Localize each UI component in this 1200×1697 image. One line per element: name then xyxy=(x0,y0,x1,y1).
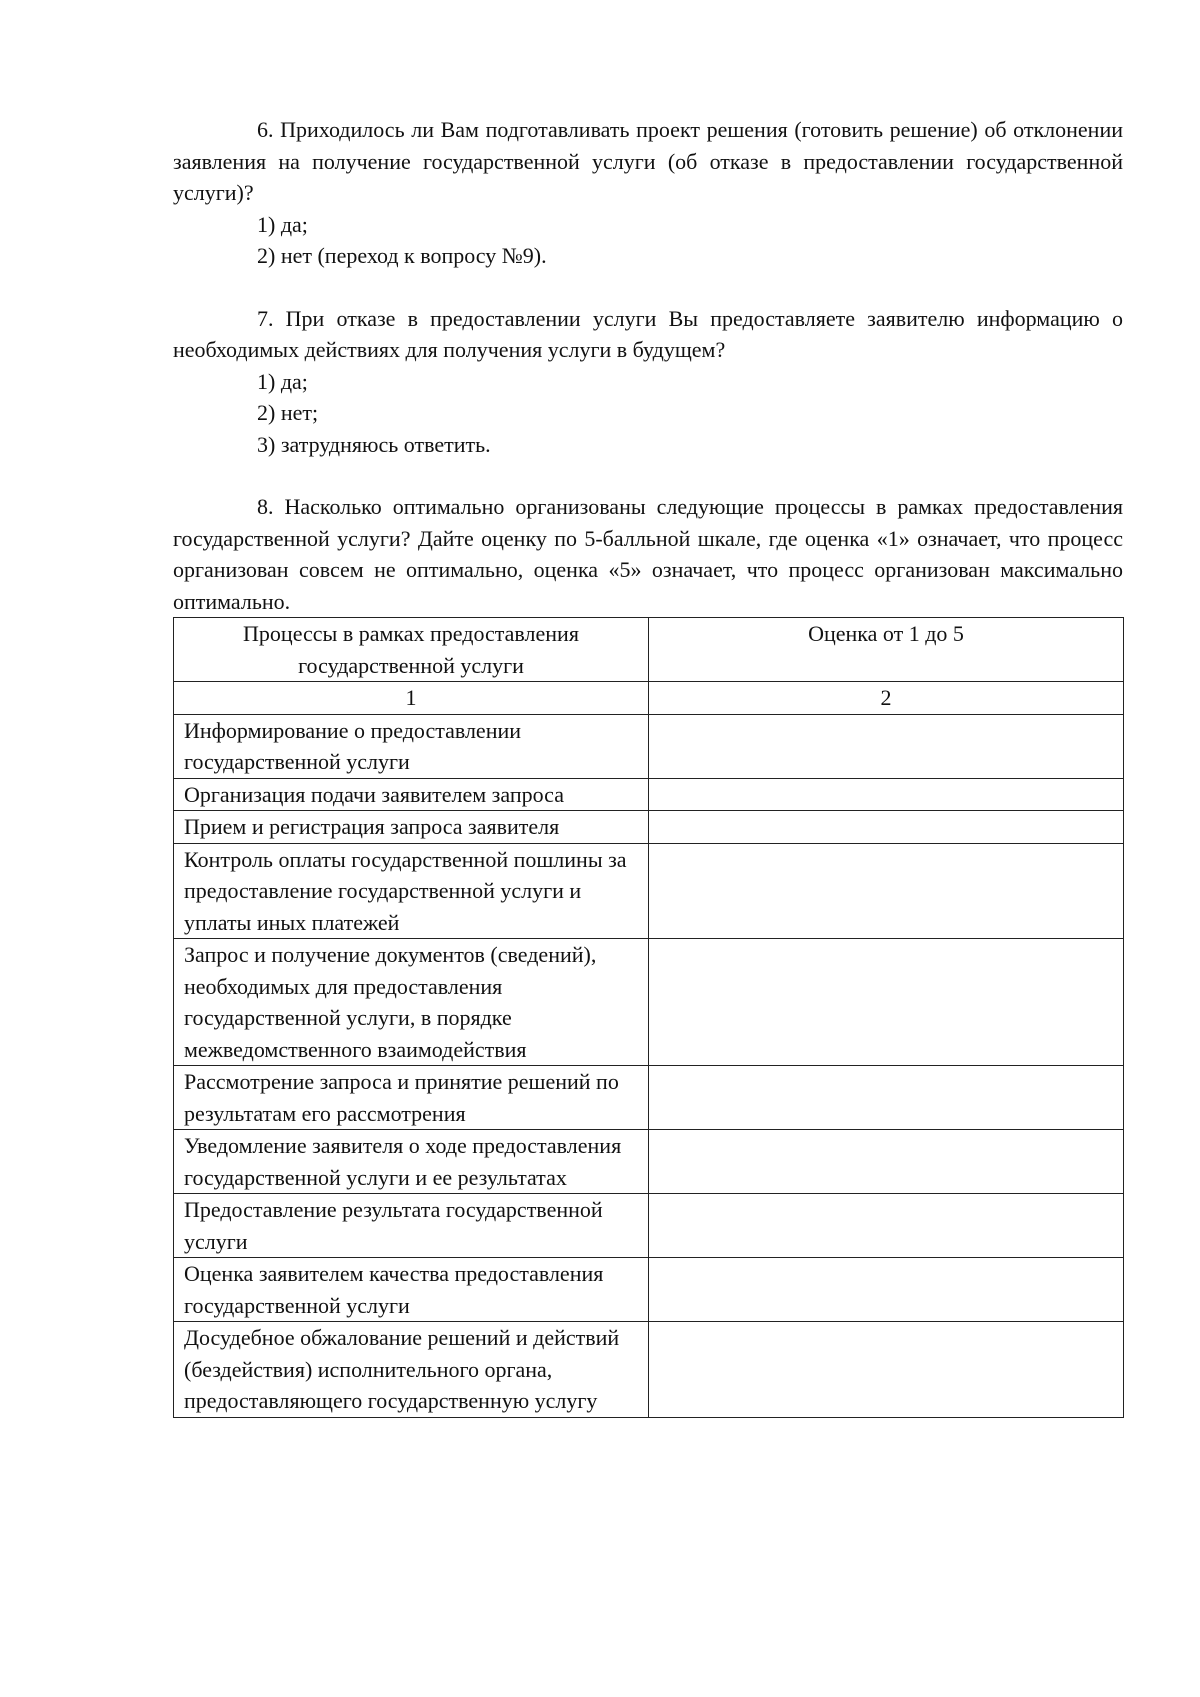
score-cell[interactable] xyxy=(649,1322,1124,1418)
table-header-row xyxy=(174,618,1124,682)
score-cell[interactable] xyxy=(649,1258,1124,1322)
process-cell: Досудебное обжалование решений и действий (бездействия) исполнительного органа, предоставляющего государственную услугу xyxy=(174,1322,649,1418)
process-cell: Уведомление заявителя о ходе предоставления государственной услуги и ее результатах xyxy=(174,1130,649,1194)
process-cell: Рассмотрение запроса и принятие решений по результатам его рассмотрения xyxy=(174,1066,649,1130)
process-cell: Организация подачи заявителем запроса xyxy=(174,778,649,811)
table-row xyxy=(174,843,1124,939)
question-6-option-1: 1) да; xyxy=(257,211,308,237)
process-cell: Оценка заявителем качества предоставления государственной услуги xyxy=(174,1258,649,1322)
question-6-text: 6. Приходилось ли Вам подготавливать проект решения (готовить решение) об отклонении заявления на получение государственной услуги (об отказе в предоставлении государственной услуги)? xyxy=(173,117,1123,205)
table-row xyxy=(174,778,1124,811)
spacer xyxy=(173,272,1123,303)
score-cell[interactable] xyxy=(649,714,1124,778)
question-7-option-3: 3) затрудняюсь ответить. xyxy=(257,431,491,457)
column-number-2: 2 xyxy=(649,682,1124,715)
table-row xyxy=(174,939,1124,1066)
column-number-1: 1 xyxy=(174,682,649,715)
table-row xyxy=(174,1194,1124,1258)
header-score: Оценка от 1 до 5 xyxy=(649,618,1124,682)
process-cell: Контроль оплаты государственной пошлины за предоставление государственной услуги и уплаты иных платежей xyxy=(174,843,649,939)
score-cell[interactable] xyxy=(649,1130,1124,1194)
header-processes: Процессы в рамках предоставления государственной услуги xyxy=(174,618,649,682)
table-row xyxy=(174,1258,1124,1322)
table-row xyxy=(174,811,1124,844)
score-cell[interactable] xyxy=(649,843,1124,939)
table-row xyxy=(174,714,1124,778)
column-number-row xyxy=(174,682,1124,715)
question-7-option-1: 1) да; xyxy=(257,368,308,394)
question-7-option-2: 2) нет; xyxy=(257,400,319,425)
process-cell: Запрос и получение документов (сведений), необходимых для предоставления государственной услуги, в порядке межведомственного взаимодействия xyxy=(174,939,649,1066)
score-cell[interactable] xyxy=(649,811,1124,844)
question-6-option-2: 2) нет (переход к вопросу №9). xyxy=(257,243,547,268)
process-rating-table xyxy=(173,617,1124,1418)
table-row xyxy=(174,1322,1124,1418)
score-cell[interactable] xyxy=(649,1066,1124,1130)
document-page xyxy=(173,114,1123,1418)
question-8-text: 8. Насколько оптимально организованы следующие процессы в рамках предоставления государственной услуги? Дайте оценку по 5-балльной шкале, где оценка «1» означает, что процесс организован совсем не оптимально, оценка «5» означает, что процесс организован максимально оптимально. xyxy=(173,494,1123,614)
table-row xyxy=(174,1066,1124,1130)
spacer xyxy=(173,460,1123,491)
process-cell: Прием и регистрация запроса заявителя xyxy=(174,811,649,844)
score-cell[interactable] xyxy=(649,939,1124,1066)
question-7-text: 7. При отказе в предоставлении услуги Вы предоставляете заявителю информацию о необходимых действиях для получения услуги в будущем? xyxy=(173,305,1123,362)
table-row xyxy=(174,1130,1124,1194)
process-cell: Информирование о предоставлении государственной услуги xyxy=(174,714,649,778)
process-cell: Предоставление результата государственной услуги xyxy=(174,1194,649,1258)
score-cell[interactable] xyxy=(649,778,1124,811)
score-cell[interactable] xyxy=(649,1194,1124,1258)
